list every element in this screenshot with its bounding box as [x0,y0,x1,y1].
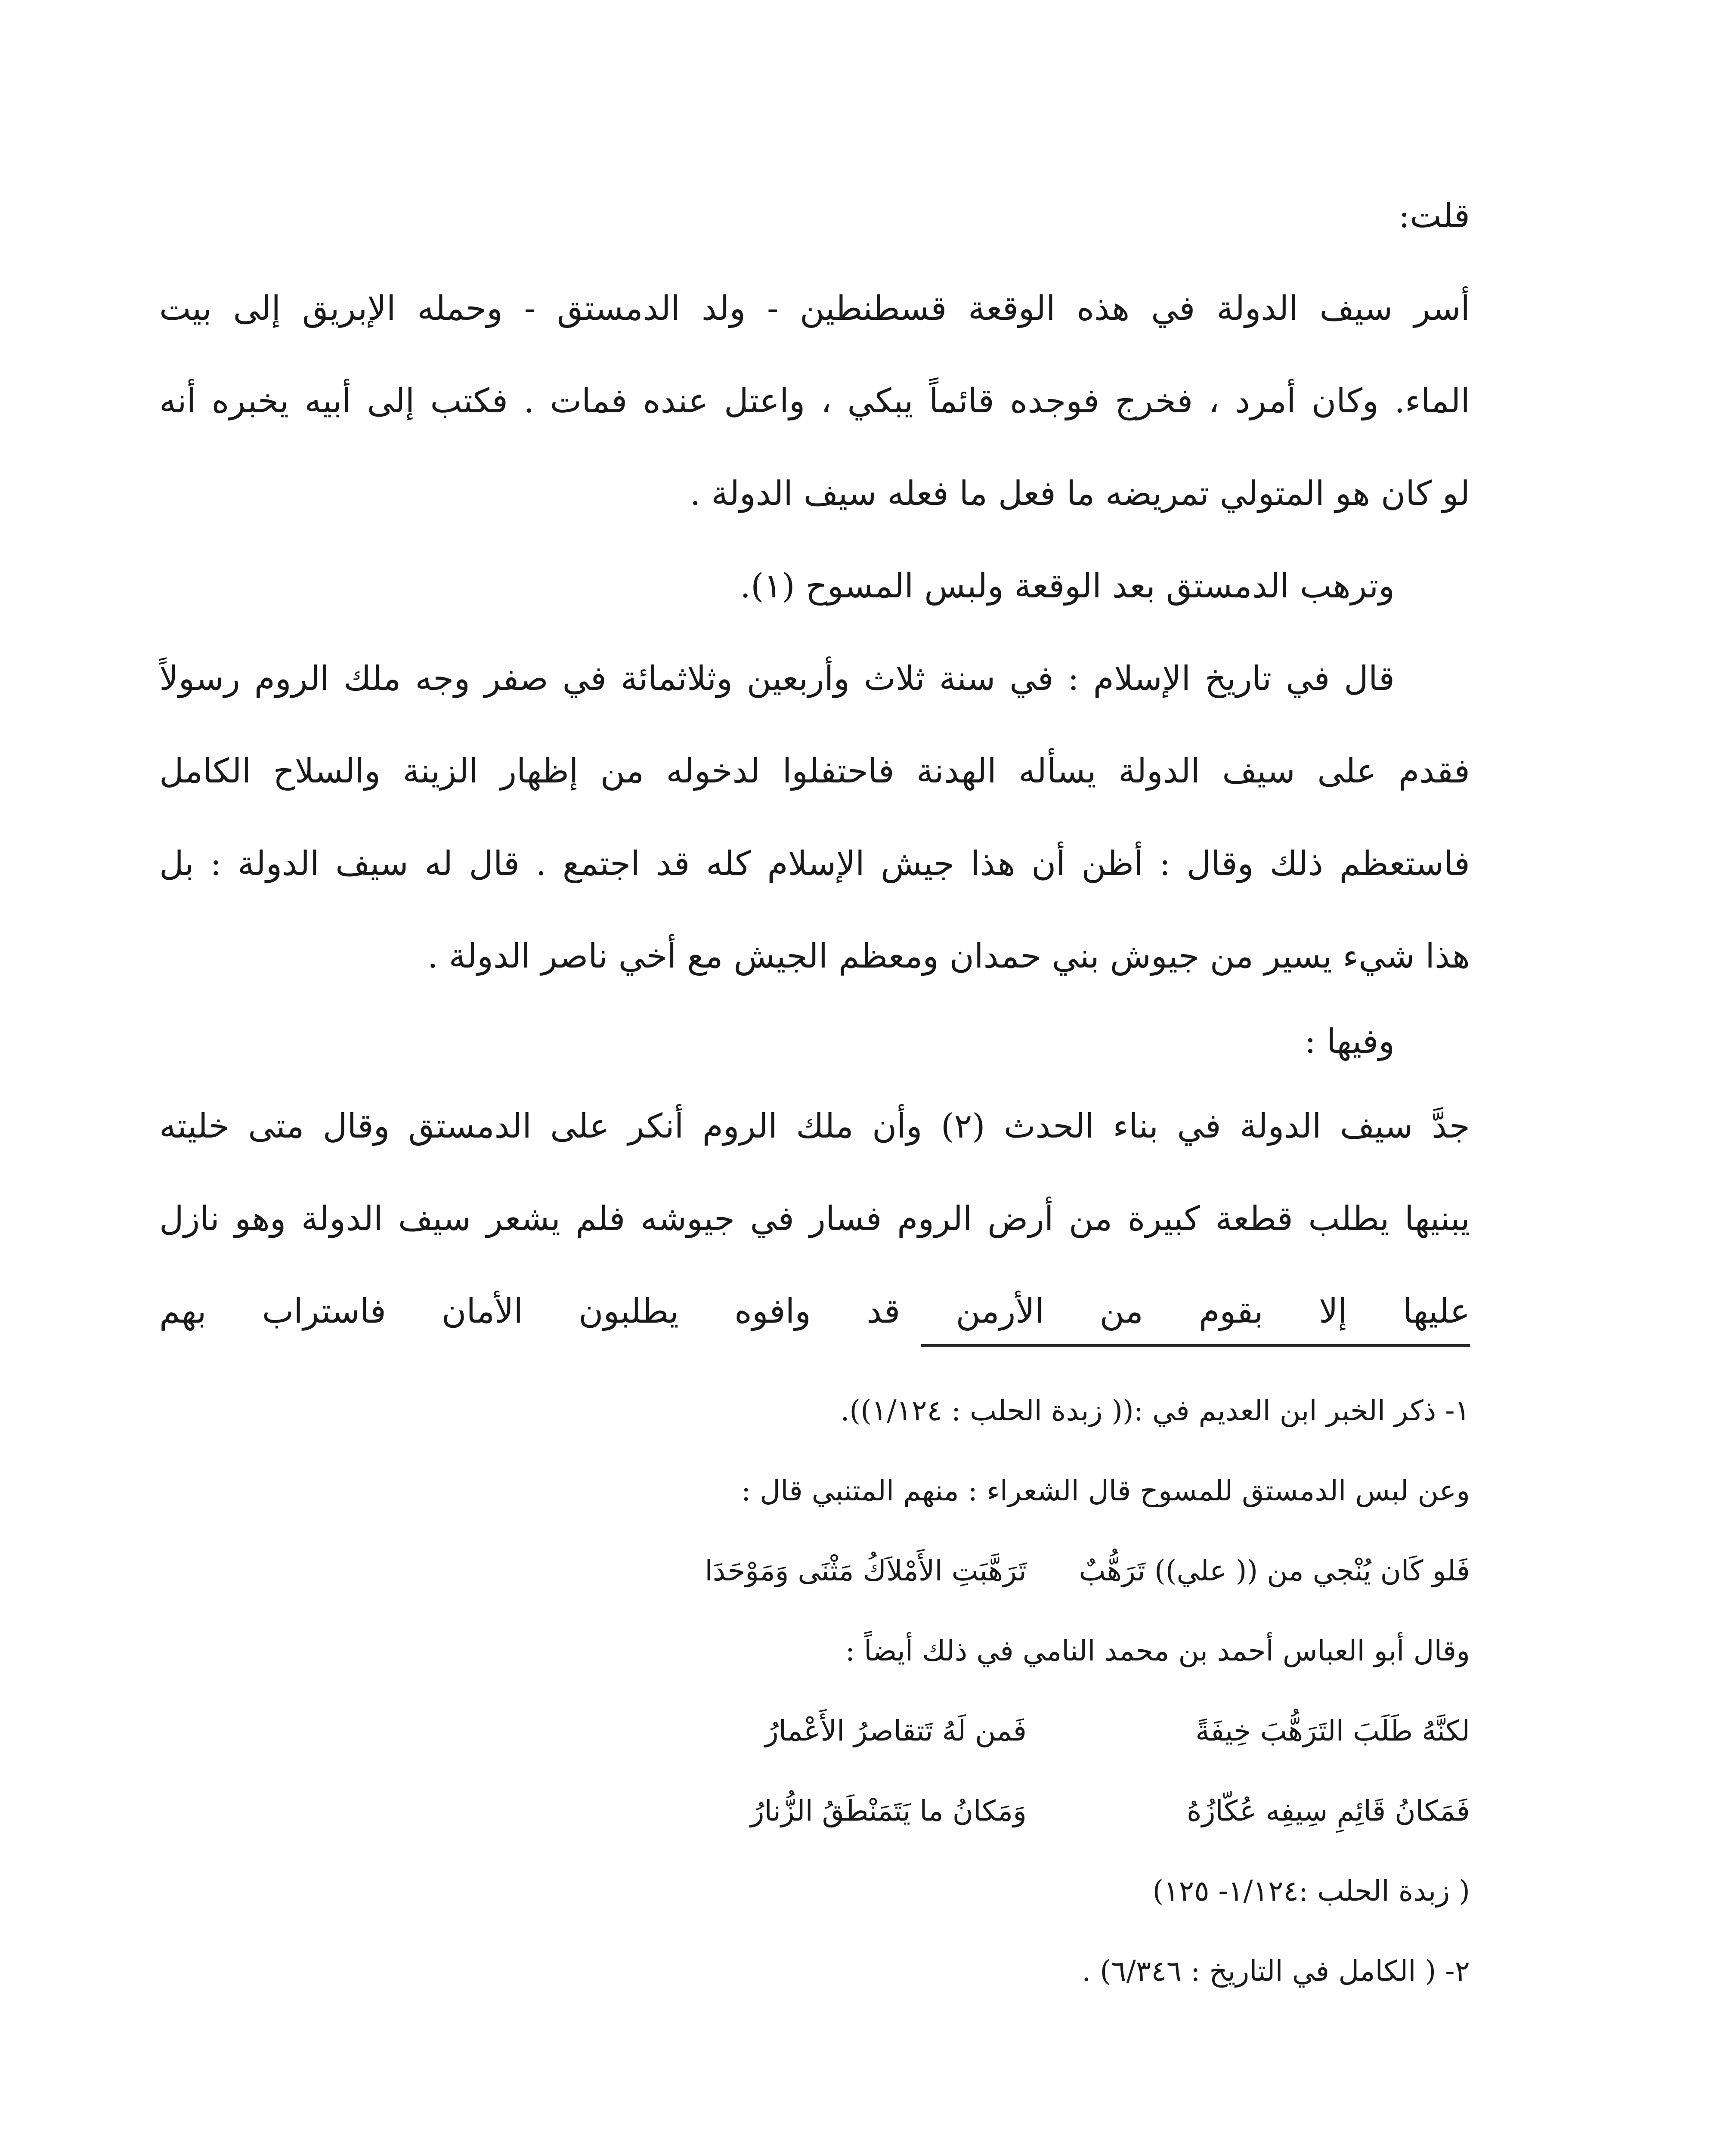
footnotes-block [159,1371,1470,2011]
body-line: فاستعظم ذلك وقال : أظن أن هذا جيش الإسلام كله قد اجتمع . قال له سيف الدولة : بل [159,844,1470,883]
footnote-line: ( زبدة الحلب :١/١٢٤- ١٢٥) [1152,1874,1470,1908]
body-line: وفيها : [1304,1022,1395,1061]
verse-hemistich: لكنَّهُ طَلَبَ التَرَهُّبَ خِيفَةً [1195,1714,1470,1747]
body-line: فقدم على سيف الدولة يسأله الهدنة فاحتفلوا لدخوله من إظهار الزينة والسلاح الكامل [159,752,1470,791]
verse-hemistich: فَمَكانُ قَائِمِ سِيفِه عُكّازُهُ [1186,1794,1470,1827]
main-text-block [159,170,1470,1358]
body-line: عليها إلا بقوم من الأرمن قد وافوه يطلبون الأمان فاستراب بهم [159,1292,1470,1331]
poem-verse [159,1691,1470,1771]
poem-verse [159,1771,1470,1851]
footnote-line: وعن لبس الدمستق للمسوح قال الشعراء : منهم المتنبي قال : [741,1474,1470,1507]
verse-hemistich: فَمن لَهُ تَتقاصرُ الأَعْمارُ [764,1714,1027,1747]
body-line: يبنيها يطلب قطعة كبيرة من أرض الروم فسار في جيوشه فلم يشعر سيف الدولة وهو نازل [159,1200,1470,1238]
body-line: لو كان هو المتولي تمريضه ما فعل ما فعله سيف الدولة . [690,474,1470,513]
footnote-separator [921,1344,1470,1347]
body-line: الماء. وكان أمرد ، فخرج فوجده قائماً يبكي ، واعتل عنده فمات . فكتب إلى أبيه يخبره أنه [159,382,1470,421]
body-line: وترهب الدمستق بعد الوقعة ولبس المسوح (١). [740,567,1395,606]
footnote-line: ٢- ( الكامل في التاريخ : ٦/٣٤٦) . [1082,1954,1470,1988]
footnote-line: وقال أبو العباس أحمد بن محمد النامي في ذلك أيضاً : [845,1634,1470,1667]
body-line: أسر سيف الدولة في هذه الوقعة قسطنطين - ولد الدمستق - وحمله الإبريق إلى بيت [159,289,1470,328]
verse-hemistich: وَمَكانُ ما يَتَمَنْطَقُ الزُّنارُ [750,1794,1027,1827]
footnote-line: ١- ذكر الخبر ابن العديم في :(( زبدة الحلب : ١/١٢٤)). [840,1394,1470,1427]
body-line: جدَّ سيف الدولة في بناء الحدث (٢) وأن ملك الروم أنكر على الدمستق وقال متى خليته [159,1107,1470,1146]
section-heading: قلت: [1399,197,1470,235]
verse-hemistich: تَرَهَّبَتِ الأَمْلاَكُ مَثْنَى وَمَوْحَدَا [705,1554,1027,1587]
body-line: قال في تاريخ الإسلام : في سنة ثلاث وأربعين وثلاثمائة في صفر وجه ملك الروم رسولاً [159,659,1395,698]
poem-verse [159,1531,1470,1611]
verse-hemistich: فَلو كَان يُنْجي من (( علي)) تَرَهُّبٌ [1079,1554,1470,1587]
body-line: هذا شيء يسير من جيوش بني حمدان ومعظم الجيش مع أخي ناصر الدولة . [427,937,1470,976]
